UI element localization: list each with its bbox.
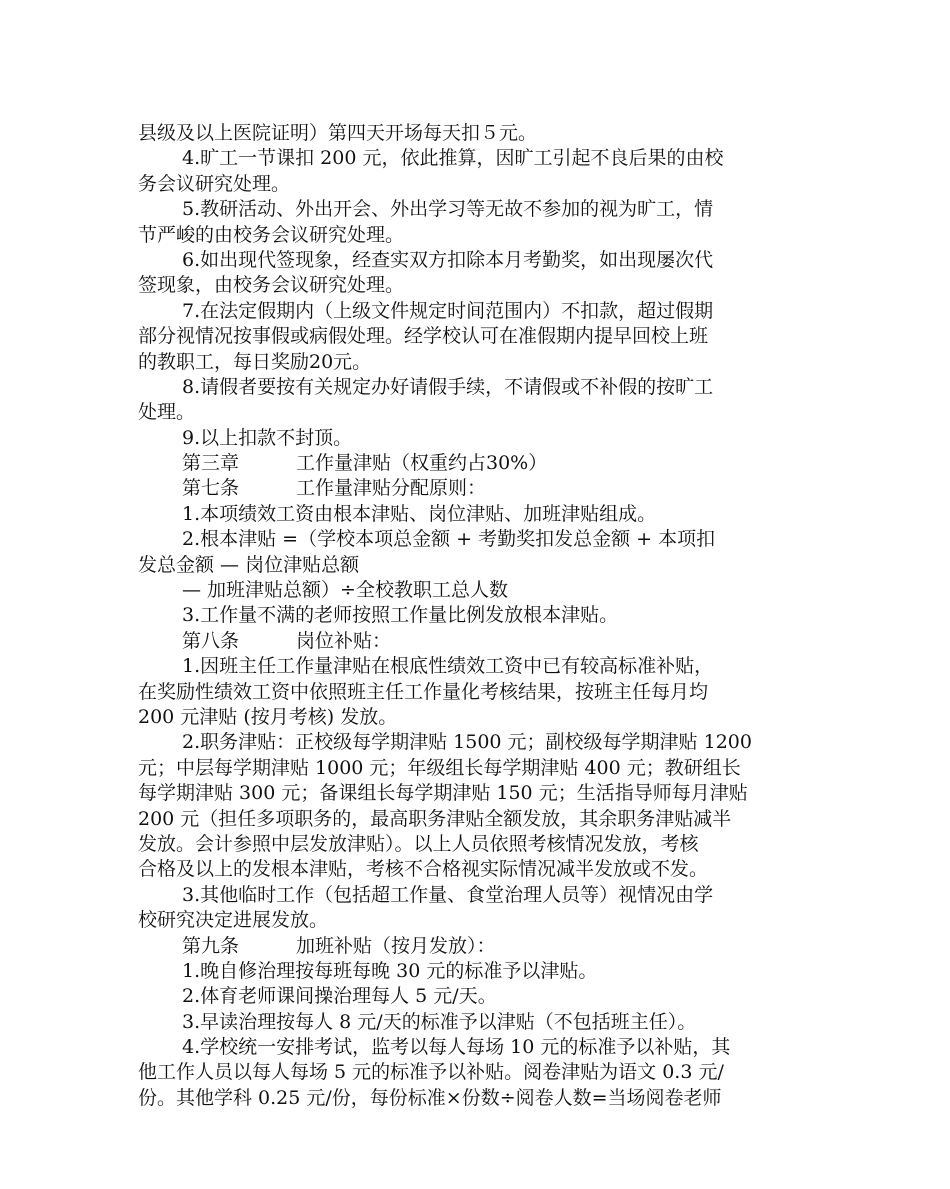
document-line: 他工作人员以每人每场 5 元的标准予以补贴。阅卷津贴为语文 0.3 元/	[138, 1061, 724, 1084]
document-line: 份。其他学科 0.25 元/份，每份标准×份数÷阅卷人数=当场阅卷老师	[138, 1086, 722, 1109]
document-line: 县级及以上医院证明）第四天开场每天扣５元。	[138, 122, 538, 144]
document-line: 5.教研活动、外出开会、外出学习等无故不参加的视为旷工，情	[182, 198, 714, 221]
document-line: 1.晚自修治理按每班每晚 30 元的标准予以津贴。	[182, 959, 598, 982]
document-line: 2.职务津贴：正校级每学期津贴 1500 元；副校级每学期津贴 1200	[182, 731, 752, 754]
document-line: 1.本项绩效工资由根本津贴、岗位津贴、加班津贴组成。	[182, 502, 657, 525]
document-line: 发总金额 — 岗位津贴总额	[138, 553, 360, 576]
document-line: 节严峻的由校务会议研究处理。	[138, 223, 405, 246]
document-line: 的教职工，每日奖励20元。	[138, 350, 372, 373]
document-line: 合格及以上的发根本津贴，考核不合格视实际情况减半发放或不发。	[138, 858, 709, 881]
document-line: 200 元津贴 (按月考核) 发放。	[138, 705, 398, 728]
document-line: 第八条 岗位补贴：	[182, 629, 392, 652]
document-line: 第九条 加班补贴（按月发放）：	[182, 934, 496, 957]
document-line: 签现象，由校务会议研究处理。	[138, 274, 405, 297]
document-body	[138, 121, 814, 1111]
document-line: 务会议研究处理。	[138, 172, 291, 195]
document-line: 第三章 工作量津贴（权重约占30%）	[182, 452, 548, 475]
document-line: 2.体育老师课间操治理每人 5 元/天。	[182, 985, 497, 1008]
document-line: 1.因班主任工作量津贴在根底性绩效工资中已有较高标准补贴，	[182, 655, 714, 678]
document-line: 2.根本津贴 =（学校本项总金额 + 考勤奖扣发总金额 + 本项扣	[182, 528, 716, 551]
document-line: 4.学校统一安排考试，监考以每人每场 10 元的标准予以补贴，其	[182, 1036, 731, 1059]
document-line: 发放。会计参照中层发放津贴）。以上人员依照考核情况发放，考核	[138, 832, 699, 855]
document-line: 8.请假者要按有关规定办好请假手续，不请假或不补假的按旷工	[182, 375, 714, 398]
document-line: — 加班津贴总额）÷全校教职工总人数	[182, 579, 508, 602]
document-line: 3.其他临时工作（包括超工作量、食堂治理人员等）视情况由学	[182, 883, 714, 906]
document-line: 元；中层每学期津贴 1000 元；年级组长每学期津贴 400 元；教研组长	[138, 756, 741, 779]
document-line: 7.在法定假期内（上级文件规定时间范围内）不扣款，超过假期	[182, 299, 714, 322]
document-line: 3.早读治理按每人 8 元/天的标准予以津贴（不包括班主任）。	[182, 1010, 697, 1033]
document-line: 6.如出现代签现象，经查实双方扣除本月考勤奖，如出现屡次代	[182, 248, 714, 271]
document-line: 处理。	[138, 401, 196, 424]
document-line: 部分视情况按事假或病假处理。经学校认可在准假期内提早回校上班	[138, 325, 709, 348]
document-line: 4.旷工一节课扣 200 元，依此推算，因旷工引起不良后果的由校	[182, 147, 724, 170]
document-line: 第七条 工作量津贴分配原则：	[182, 477, 487, 500]
document-line: 200 元（担任多项职务的，最高职务津贴全额发放，其余职务津贴减半	[138, 807, 732, 830]
document-line: 9.以上扣款不封顶。	[182, 426, 353, 449]
document-line: 每学期津贴 300 元；备课组长每学期津贴 150 元；生活指导师每月津贴	[138, 782, 748, 805]
document-line: 校研究决定进展发放。	[138, 909, 329, 932]
document-line: 在奖励性绩效工资中依照班主任工作量化考核结果，按班主任每月均	[138, 680, 709, 703]
document-line: 3.工作量不满的老师按照工作量比例发放根本津贴。	[182, 604, 619, 627]
